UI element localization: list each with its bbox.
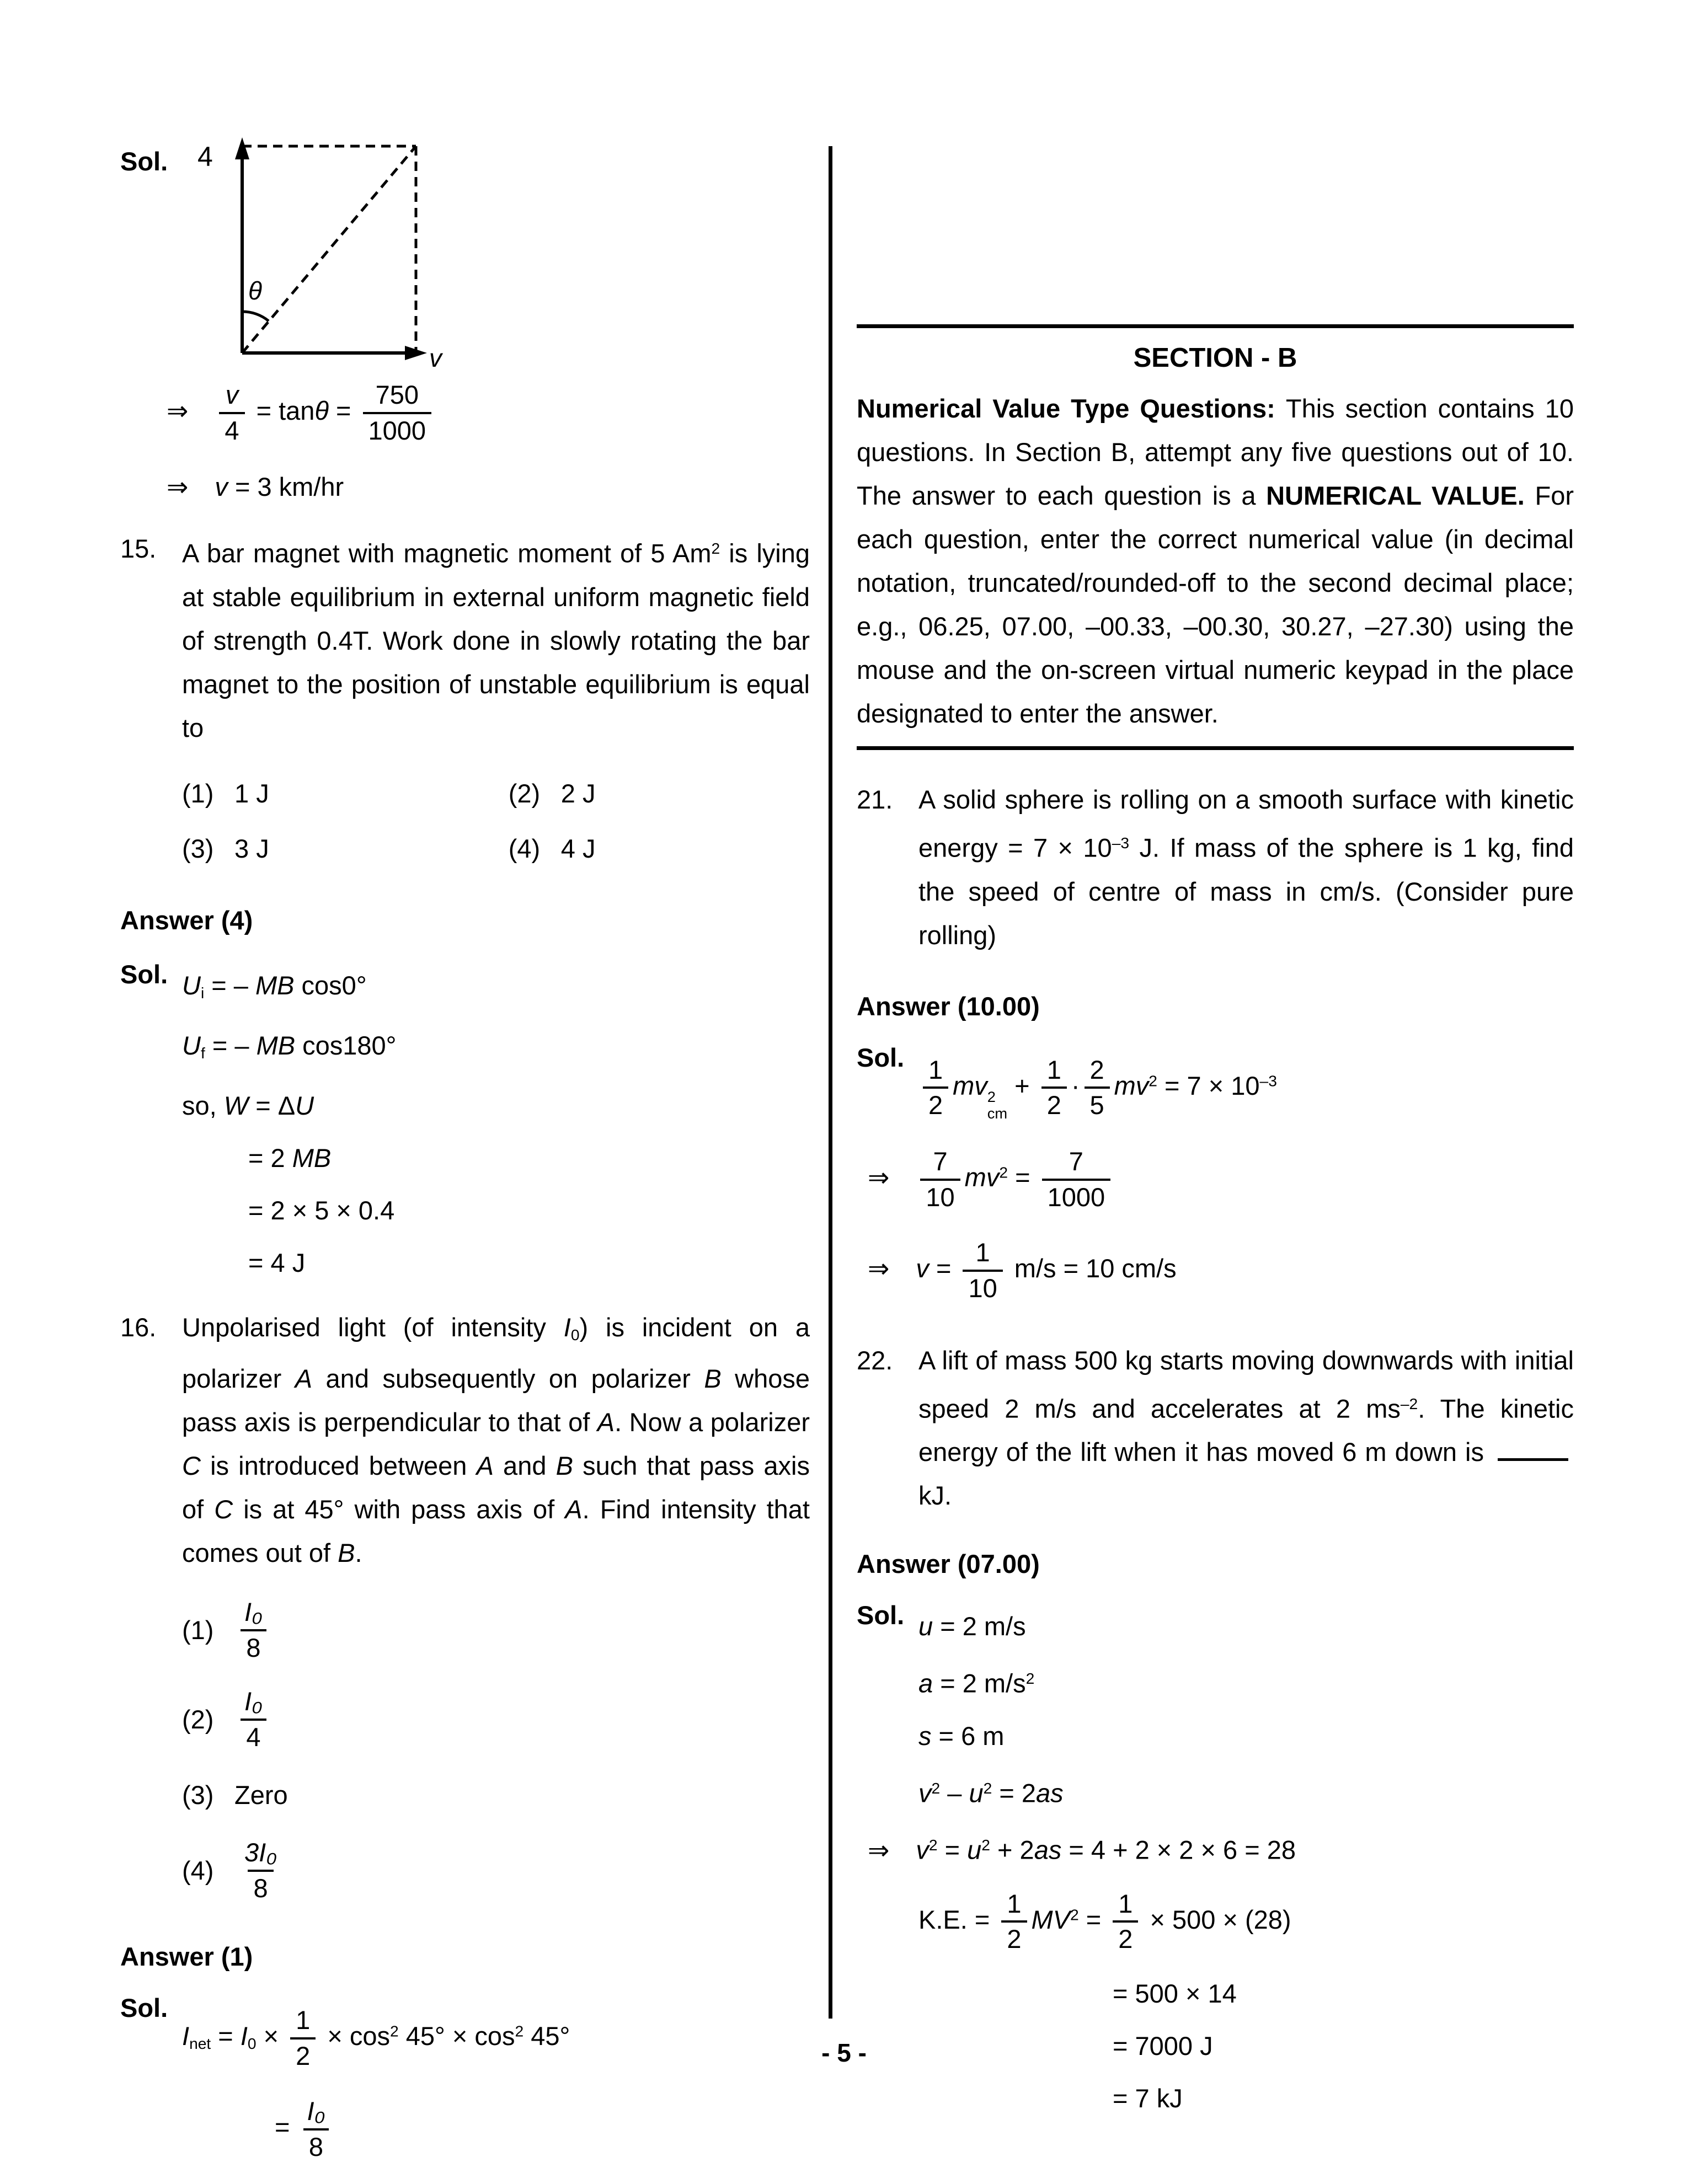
option-label: (3) [182, 1780, 214, 1810]
option-label: (1) [182, 778, 214, 808]
option [509, 766, 810, 821]
sol-15 [120, 959, 810, 1289]
option-label: (1) [182, 1615, 214, 1645]
question-15-options-row-2 [182, 821, 810, 876]
question-16 [120, 1305, 810, 1575]
sol14-equation-2: ⇒ v = 3 km/hr [167, 472, 344, 502]
section-title: SECTION - B [1133, 343, 1297, 373]
option-value: Zero [234, 1780, 288, 1810]
question-21-number: 21. [857, 785, 893, 814]
option [182, 821, 509, 876]
sol-22-line: s = 6 m [918, 1721, 1005, 1751]
answer-21: Answer (10.00) [857, 991, 1040, 1021]
option-value: $\frac{\text{I₀}}{8}$ [234, 1597, 273, 1663]
option-value: 1 J [234, 778, 269, 808]
sol-16-lines [182, 1993, 810, 2175]
column-divider [829, 146, 832, 2019]
option [182, 1675, 810, 1764]
sol-22-line: K.E. = $\frac{1}{2}$ $MV^2$ = $\frac{1}{2}$ × 500 × (28) [918, 1876, 1574, 1967]
sol-15-line: $U_i$ = – MB cos0° [182, 970, 367, 1002]
right-column [857, 324, 1574, 2124]
sol-22-line: = 7000 J [1113, 2031, 1213, 2060]
sol-15-line: = 2 MB [248, 1143, 332, 1173]
sol-21 [857, 1042, 1574, 1316]
sol-21-line: ⇒ $\frac{7}{10}$ $mv^2$ = $\frac{7}{1000}$ [868, 1134, 1574, 1225]
answer-22: Answer (07.00) [857, 1549, 1040, 1579]
question-15 [120, 527, 810, 750]
sol-16-line: = $\frac{\text{I₀}}{8}$ [275, 2084, 810, 2175]
theta-label: θ [248, 276, 262, 305]
option-value: 4 J [560, 833, 596, 863]
option-value: $\frac{\text{3I₀}}{8}$ [234, 1837, 287, 1904]
question-15-text: A bar magnet with magnetic moment of 5 Am$^2$ is lying at stable equilibrium in external uniform magnetic field of strength 0.4T. Work done in slowly rotating the bar magnet to the position of unstable equilibrium is equal to [182, 538, 810, 742]
question-15-options-row-1 [182, 766, 810, 821]
option-value: 2 J [560, 778, 596, 808]
option-label: (4) [508, 833, 541, 863]
option-value: $\frac{\text{I₀}}{4}$ [234, 1686, 273, 1753]
sol-15-line: so, W = ΔU [182, 1090, 314, 1120]
sol-15-line: $U_f$ = – MB cos180° [182, 1030, 397, 1062]
page-number: - 5 - [821, 2038, 867, 2067]
option-label: (2) [182, 1705, 214, 1735]
sol-22-line: = 500 × 14 [1113, 1978, 1237, 2008]
sol-14-block [120, 130, 810, 370]
option-label: (3) [182, 833, 214, 863]
question-21-text: A solid sphere is rolling on a smooth surface with kinetic energy = $7 \times 10^{-3}$ J. If mass of the sphere is 1 kg, find the speed of centre of mass in cm/s. (Consider pure rolling) [918, 785, 1574, 950]
question-22-number: 22. [857, 1345, 893, 1375]
question-15-number: 15. [120, 534, 157, 564]
question-22-text: A lift of mass 500 kg starts moving downwards with initial speed 2 m/s and accelerates at 2 $ms^{-2}$. The kinetic energy of the lift when it has moved 6 m down is kJ. [918, 1345, 1574, 1511]
sol-label: Sol. [857, 1042, 905, 1072]
sol-21-line: ⇒ v = $\frac{1}{10}$ m/s = 10 cm/s [868, 1225, 1574, 1316]
x-axis-label: v [429, 344, 442, 370]
answer-15: Answer (4) [120, 905, 253, 935]
sol-15-line: = 2 × 5 × 0.4 [248, 1195, 395, 1225]
answer-16: Answer (1) [120, 1941, 253, 1971]
sol-22-line: ⇒ $v^2 = u^2 + 2as = 4 + 2 \times 2 \times 6 = 28$ [868, 1835, 1296, 1865]
sol14-equation-1: ⇒ $\frac{v}{4}$ = tanθ = $\frac{750}{1000}$ [167, 379, 810, 446]
sol-15-lines [182, 959, 810, 1289]
sol-22-line: = 7 kJ [1113, 2083, 1183, 2113]
option-label: (2) [508, 778, 541, 808]
sol-label: Sol. [120, 1993, 168, 2022]
question-16-text: Unpolarised light (of intensity $I_0$) is incident on a polarizer A and subsequently on polarizer B whose pass axis is perpendicular to that of A. Now a polarizer C is introduced between A and B such that pass axis of C is at 45° with pass axis of A. Find intensity that comes out of B. [182, 1312, 810, 1567]
diagram-diagonal-dashed [242, 146, 416, 353]
option [182, 1586, 810, 1675]
option [182, 1764, 810, 1826]
section-intro: Numerical Value Type Questions: This section contains 10 questions. In Section B, attempt any five questions out of 10. The answer to each question is a NUMERICAL VALUE. For each question, enter the correct numerical value (in decimal notation, truncated/rounded-off to the second decimal place; e.g., 06.25, 07.00, –00.33, –00.30, 30.27, –27.30) using the mouse and the on-screen virtual numeric keypad in the place designated to enter the answer. [857, 394, 1574, 728]
option [182, 1826, 810, 1915]
question-22 [857, 1339, 1574, 1518]
option [182, 766, 509, 821]
option-value: 3 J [234, 833, 269, 863]
sol-21-line: $\frac{1}{2}$ mv 2 cm + $\frac{1}{2}$ · $\frac{2}{5}$ $mv^2 = 7 \times 10^{-3}$ [918, 1042, 1574, 1134]
sol-16-line: $I_{net} = I_0$ × $\frac{1}{2}$ × $\cos^2 45^\circ \times \cos^2 45^\circ$ [182, 1993, 810, 2084]
left-column [120, 130, 810, 2175]
y-axis-arrowhead [235, 137, 249, 159]
section-rule-top [857, 324, 1574, 328]
sol-label: Sol. [120, 147, 168, 176]
sol-22-line: $v^2 - u^2 = 2as$ [918, 1778, 1064, 1808]
sol-15-line: = 4 J [248, 1248, 306, 1277]
velocity-vector-diagram [184, 130, 449, 370]
sol-22-line: a = 2 $m/s^2$ [918, 1668, 1035, 1698]
sol-label: Sol. [120, 959, 168, 989]
option-label: (4) [182, 1856, 214, 1886]
question-21 [857, 778, 1574, 957]
angle-arc [242, 312, 269, 321]
sol-label: Sol. [857, 1600, 905, 1630]
sol-22-line: u = 2 m/s [918, 1612, 1026, 1641]
y-axis-value: 4 [197, 141, 213, 172]
section-rule-bottom [857, 746, 1574, 750]
option [509, 821, 810, 876]
question-16-number: 16. [120, 1312, 157, 1342]
sol-16 [120, 1993, 810, 2175]
